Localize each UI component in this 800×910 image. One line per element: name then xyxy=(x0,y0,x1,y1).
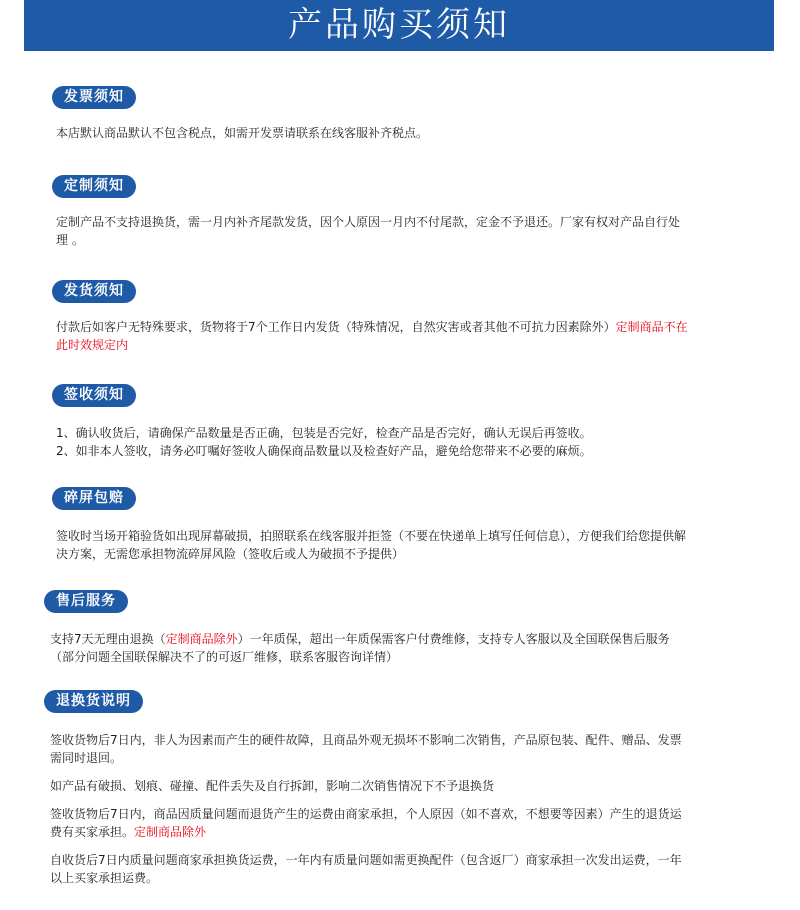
returns-p3-text: 费有买家承担。 xyxy=(50,825,135,839)
section-heading-returns: 退换货说明 xyxy=(44,690,143,713)
returns-p3-red-note: 定制商品除外 xyxy=(134,825,207,839)
section-body-custom xyxy=(56,213,756,249)
returns-p4-line-1: 自收货后7日内质量问题商家承担换货运费，一年内有质量问题如需更换配件（包含返厂）商家承担一次发出运费，一年 xyxy=(50,853,682,867)
broken-screen-line-1: 签收时当场开箱验货如出现屏幕破损，拍照联系在线客服并拒签（不要在快递单上填写任何信息），方便我们给您提供解 xyxy=(56,529,687,543)
section-body-returns xyxy=(50,731,770,887)
shipping-line-1 xyxy=(56,318,756,336)
returns-p1-line-1: 签收货物后7日内，非人为因素而产生的硬件故障，且商品外观无损坏不影响二次销售，产品原包装、配件、赠品、发票 xyxy=(50,733,682,747)
signing-item-2: 2、如非本人签收，请务必叮嘱好签收人确保商品数量以及检查好产品，避免给您带来不必要的麻烦。 xyxy=(56,444,592,458)
returns-p3-line-2 xyxy=(50,823,770,841)
section-body-invoice xyxy=(56,124,428,142)
invoice-text: 本店默认商品默认不包含税点，如需开发票请联系在线客服补齐税点。 xyxy=(56,126,429,140)
after-sales-red-note: 定制商品除外 xyxy=(165,632,238,646)
section-heading-after-sales: 售后服务 xyxy=(44,590,128,613)
custom-line-2: 理 。 xyxy=(56,233,84,247)
section-body-shipping xyxy=(56,318,756,354)
section-body-after-sales xyxy=(50,630,770,666)
returns-p1-line-2: 需同时退回。 xyxy=(50,751,123,765)
section-heading-broken-screen: 碎屏包赔 xyxy=(52,487,136,510)
signing-item-1: 1、确认收货后，请确保产品数量是否正确，包装是否完好，检查产品是否完好，确认无误后再签收。 xyxy=(56,426,592,440)
after-sales-text-before: 支持7天无理由退换（ xyxy=(50,632,166,646)
section-body-signing xyxy=(56,424,756,460)
after-sales-text-after: ）一年质保，超出一年质保需客户付费维修，支持专人客服以及全国联保售后服务 xyxy=(237,632,670,646)
section-heading-invoice: 发票须知 xyxy=(52,86,136,109)
after-sales-line-2: （部分问题全国联保解决不了的可返厂维修，联系客服咨询详情） xyxy=(50,650,399,664)
page-title: 产品购买须知 xyxy=(24,0,774,51)
custom-line-1: 定制产品不支持退换货，需一月内补齐尾款发货，因个人原因一月内不付尾款，定金不予退还。厂家有权对产品自行处 xyxy=(56,215,681,229)
returns-p2: 如产品有破损、划痕、碰撞、配件丢失及自行拆卸，影响二次销售情况下不予退换货 xyxy=(50,779,495,793)
section-body-broken-screen xyxy=(56,527,756,563)
shipping-text: 付款后如客户无特殊要求，货物将于7个工作日内发货（特殊情况，自然灾害或者其他不可抗力因素除外） xyxy=(56,320,616,334)
section-heading-custom: 定制须知 xyxy=(52,175,136,198)
broken-screen-line-2: 决方案，无需您承担物流碎屏风险（签收后或人为破损不予提供） xyxy=(56,547,405,561)
after-sales-line-1 xyxy=(50,630,770,648)
section-heading-shipping: 发货须知 xyxy=(52,280,136,303)
section-heading-signing: 签收须知 xyxy=(52,384,136,407)
returns-p3-line-1: 签收货物后7日内，商品因质量问题而退货产生的运费由商家承担，个人原因（如不喜欢，不想要等因素）产生的退货运 xyxy=(50,807,682,821)
returns-p4-line-2: 以上买家承担运费。 xyxy=(50,871,159,885)
shipping-red-note-1: 定制商品不在 xyxy=(615,320,688,334)
shipping-red-note-2: 此时效规定内 xyxy=(56,338,129,352)
